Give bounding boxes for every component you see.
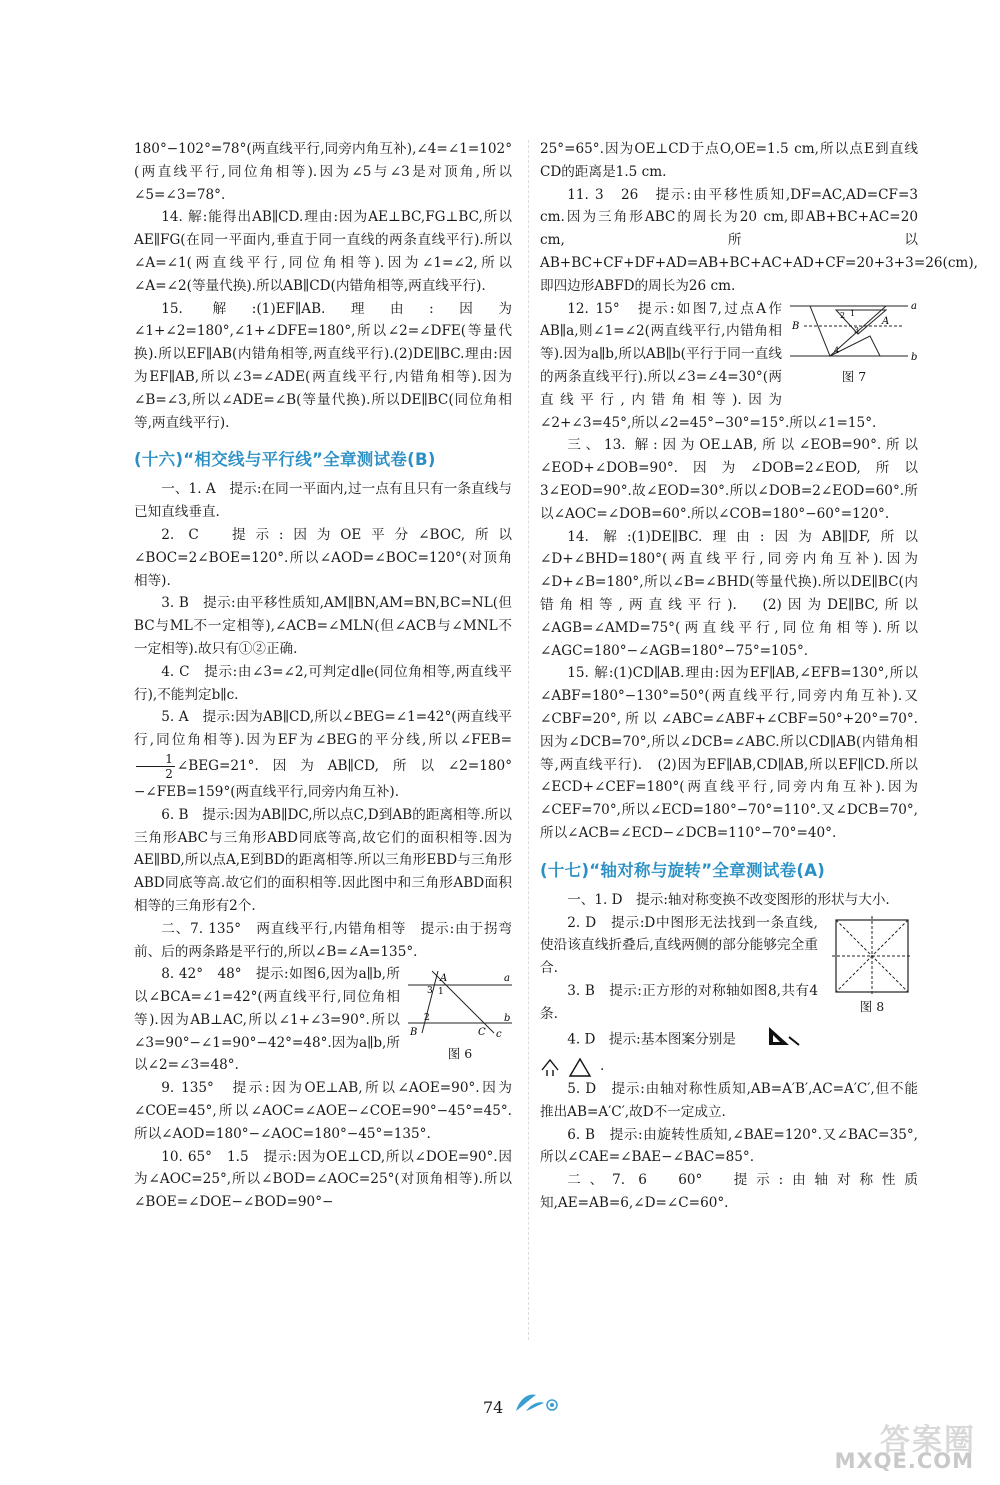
- left-column: [134, 138, 512, 1214]
- fraction: [136, 752, 175, 781]
- answer-1: 一、1. A 提示:在同一平面内,过一点有且只有一条直线与已知直线垂直.: [134, 481, 512, 521]
- ruler-triangle-icon: [767, 1025, 801, 1047]
- figure-6-diagram: [408, 967, 512, 1043]
- fig7-label-A: A: [882, 315, 890, 327]
- answer-5: [134, 706, 512, 803]
- answer-3: 3. B 提示:由平移性质知,AM∥BN,AM=BN,BC=NL(但BC与ML不一定相等),∠ACB=∠MLN(但∠ACB与∠MNL不一定相等).故只有①②正确.: [134, 595, 512, 657]
- fig7-label-4: 4: [834, 345, 840, 355]
- fig7-label-B: B: [792, 320, 800, 332]
- figure-8-diagram: [826, 916, 918, 996]
- answer-r1: 一、1. D 提示:轴对称变换不改变图形的形状与大小.: [567, 891, 890, 908]
- answer-6: 6. B 提示:因为AB∥DC,所以点C,D到AB的距离相等.所以三角形ABC与三角形ABD同底等高,故它们的面积相等.因为AE∥BD,所以点A,E到BD的距离相等.所以三角形EBD与三角形ABD同底等高.故它们的面积相等.因此图中和三角形ABD面积相等的三角形有2个.: [134, 806, 512, 914]
- section-heading-17: (十七)“轴对称与旋转”全章测试卷(A): [540, 860, 826, 880]
- leaf-ornament-icon: [512, 1389, 562, 1415]
- figure-7-caption: 图 7: [841, 368, 867, 384]
- fig6-label-a: a: [504, 973, 510, 985]
- paragraph-continued: 180°−102°=78°(两直线平行,同旁内角互补),∠4=∠1=102°(两直线平行,同位角相等).因为∠5与∠3是对顶角,所以∠5=∠3=78°.: [134, 141, 512, 203]
- roof-triangle-icon: [540, 1056, 600, 1078]
- answer-4: 4. C 提示:由∠3=∠2,可判定d∥e(同位角相等,两直线平行),不能判定b∥c.: [134, 663, 512, 703]
- section-heading-16: (十六)“相交线与平行线”全章测试卷(B): [134, 450, 436, 470]
- figure-6-caption: 图 6: [447, 1046, 473, 1062]
- watermark: [818, 1415, 988, 1481]
- answer-r5: 5. D 提示:由轴对称性质知,AB=A′B′,AC=A′C′,但不能推出AB=A′C′,故D不一定成立.: [540, 1081, 918, 1120]
- answer-r4: [540, 1025, 918, 1055]
- answer-8: 8. 42° 48° 提示:如图6,因为a∥b,所以∠BCA=∠1=42°(两直线平行,同位角相等).因为AB⊥AC,所以∠1+∠3=90°.所以∠3=90°−∠1=90°−42°=48°.因为a∥b,所以∠2=∠3=48°.: [134, 966, 400, 1074]
- fig7-label-3: 3: [854, 325, 860, 335]
- fig7-label-b: b: [911, 351, 918, 363]
- answer-12: 12. 15° 提示:如图7,过点A作AB∥a,则∠1=∠2(两直线平行,内错角相等).因为a∥b,所以AB∥b(平行于同一直线的两条直线平行).所以∠3=∠4=30°(两直线平行,内错角相等).因为∠2+∠3=45°,所以∠2=45°−30°=15°.所以∠1=15°.: [540, 300, 877, 431]
- answer-r4-text: 4. D 提示:基本图案分别是: [567, 1031, 736, 1048]
- fig6-label-c: c: [496, 1029, 502, 1041]
- fig6-label-3: 3: [427, 986, 433, 997]
- fig7-label-2: 2: [840, 310, 846, 320]
- answer-r3: 3. B 提示:正方形的对称轴如图8,共有4条.: [540, 982, 818, 1022]
- answer-14-right: 14. 解:(1)DE∥BC.理由:因为AB∥DF,所以∠D+∠BHD=180°(两直线平行,同旁内角互补).因为∠D+∠B=180°,所以∠B=∠BHD(等量代换).所以DE∥BC(内错角相等,两直线平行). (2)因为DE∥BC,所以∠AGB=∠AMD=75°(两直线平行,同位角相等).所以∠AGC=180°−∠AGB=180°−75°=105°.: [540, 528, 918, 659]
- right-column: [540, 138, 978, 1215]
- answer-r2: 2. D 提示:D中图形无法找到一条直线,使沿该直线折叠后,直线两侧的部分能够完全重合.: [540, 914, 818, 977]
- pattern-icons: [740, 1025, 801, 1055]
- page-number: 74: [483, 1398, 504, 1417]
- figure-8-caption: 图 8: [859, 998, 885, 1014]
- pattern-icons-row: .: [540, 1055, 918, 1078]
- fig7-label-1: 1: [850, 308, 856, 318]
- figure-8: [826, 916, 918, 1019]
- fig6-label-2: 2: [424, 1013, 430, 1024]
- answer-13: 三、13. 解:因为OE⊥AB,所以∠EOB=90°.所以∠EOD+∠DOB=90°.因为∠DOB=2∠EOD,所以3∠EOD=90°.故∠EOD=30°.所以∠DOB=2∠EOD=60°.所以∠AOC=∠DOB=60°.所以∠COB=180°−60°=120°.: [540, 437, 918, 522]
- answer-14: 14. 解:能得出AB∥CD.理由:因为AE⊥BC,FG⊥BC,所以AE∥FG(在同一平面内,垂直于同一直线的两条直线平行).所以∠A=∠1(两直线平行,同位角相等).因为∠1=∠2,所以∠A=∠2(等量代换).所以AB∥CD(内错角相等,两直线平行).: [134, 209, 512, 294]
- watermark-url: MXQE.COM: [834, 1449, 974, 1473]
- answer-11: 11. 3 26 提示:由平移性质知,DF=AC,AD=CF=3 cm.因为三角形ABC的周长为20 cm,即AB+BC+AC=20 cm,所以AB+BC+CF+DF+AD=AB+BC+AC+AD+CF=20+3+3=26(cm),即四边形ABFD的周长为26 cm.: [540, 186, 978, 294]
- answer-2: 2. C 提示:因为OE平分∠BOC,所以∠BOC=2∠BOE=120°.所以∠AOD=∠BOC=120°(对顶角相等).: [134, 526, 512, 589]
- figure-6: [408, 967, 512, 1066]
- answer-5-part2: ∠BEG=21°.因为AB∥CD,所以∠2=180°−∠FEB=159°(两直线平行,同旁内角互补).: [134, 757, 512, 800]
- figure-7: [790, 300, 918, 389]
- answer-9: 9. 135° 提示:因为OE⊥AB,所以∠AOE=90°.因为∠COE=45°,所以∠AOC=∠AOE−∠COE=90°−45°=45°.所以∠AOD=180°−∠AOC=180°−45°=135°.: [134, 1080, 512, 1142]
- fig6-label-B: B: [410, 1027, 418, 1039]
- figure-7-diagram: [790, 300, 918, 366]
- fraction-numerator: 1: [136, 752, 175, 767]
- answer-5-part1: 5. A 提示:因为AB∥CD,所以∠BEG=∠1=42°(两直线平行,同位角相等).因为EF为∠BEG的平分线,所以∠FEB=: [134, 709, 512, 749]
- answer-15: 15. 解:(1)EF∥AB.理由:因为∠1+∠2=180°,∠1+∠DFE=180°,所以∠2=∠DFE(等量代换).所以EF∥AB(内错角相等,两直线平行).(2)DE∥BC.理由:因为EF∥AB,所以∠3=∠ADE(两直线平行,内错角相等).因为∠B=∠3,所以∠ADE=∠B(等量代换).所以DE∥BC(同位角相等,两直线平行).: [134, 300, 512, 431]
- fig6-label-A: A: [440, 973, 448, 985]
- paragraph-continued-right: 25°=65°.因为OE⊥CD于点O,OE=1.5 cm,所以点E到直线CD的距离是1.5 cm.: [540, 141, 918, 180]
- fig6-label-1: 1: [438, 987, 444, 998]
- answer-r7: 二、7. 6 60° 提示:由轴对称性质知,AE=AB=6,∠D=∠C=60°.: [540, 1172, 918, 1212]
- answer-15-right: 15. 解:(1)CD∥AB.理由:因为EF∥AB,∠EFB=130°,所以∠ABF=180°−130°=50°(两直线平行,同旁内角互补).又∠CBF=20°,所以∠ABC=∠ABF+∠CBF=50°+20°=70°.因为∠DCB=70°,所以∠DCB=∠ABC.所以CD∥AB(内错角相等,两直线平行). (2)因为EF∥AB,CD∥AB,所以EF∥CD.所以∠ECD+∠CEF=180°(两直线平行,同旁内角互补).因为∠CEF=70°,所以∠ECD=180°−70°=110°.又∠DCB=70°,所以∠ACB=∠ECD−∠DCB=110°−70°=40°.: [540, 665, 918, 841]
- fig7-label-a: a: [911, 300, 917, 312]
- column-divider: [528, 140, 529, 1340]
- answer-r6: 6. B 提示:由旋转性质知,∠BAE=120°.又∠BAC=35°,所以∠CAE=∠BAE−∠BAC=85°.: [540, 1126, 918, 1166]
- fraction-denominator: 2: [165, 766, 173, 781]
- fig6-label-b: b: [504, 1013, 511, 1025]
- fig6-label-C: C: [478, 1027, 486, 1039]
- answer-7: 二、7. 135° 两直线平行,内错角相等 提示:由于拐弯前、后的两条路是平行的,所以∠B=∠A=135°.: [134, 920, 512, 960]
- watermark-logo-text: 答案圈: [880, 1423, 976, 1458]
- answer-10: 10. 65° 1.5 提示:因为OE⊥CD,所以∠DOE=90°.因为∠AOC=25°,所以∠BOD=∠AOC=25°(对顶角相等).所以∠BOE=∠DOE−∠BOD=90°−: [134, 1148, 512, 1211]
